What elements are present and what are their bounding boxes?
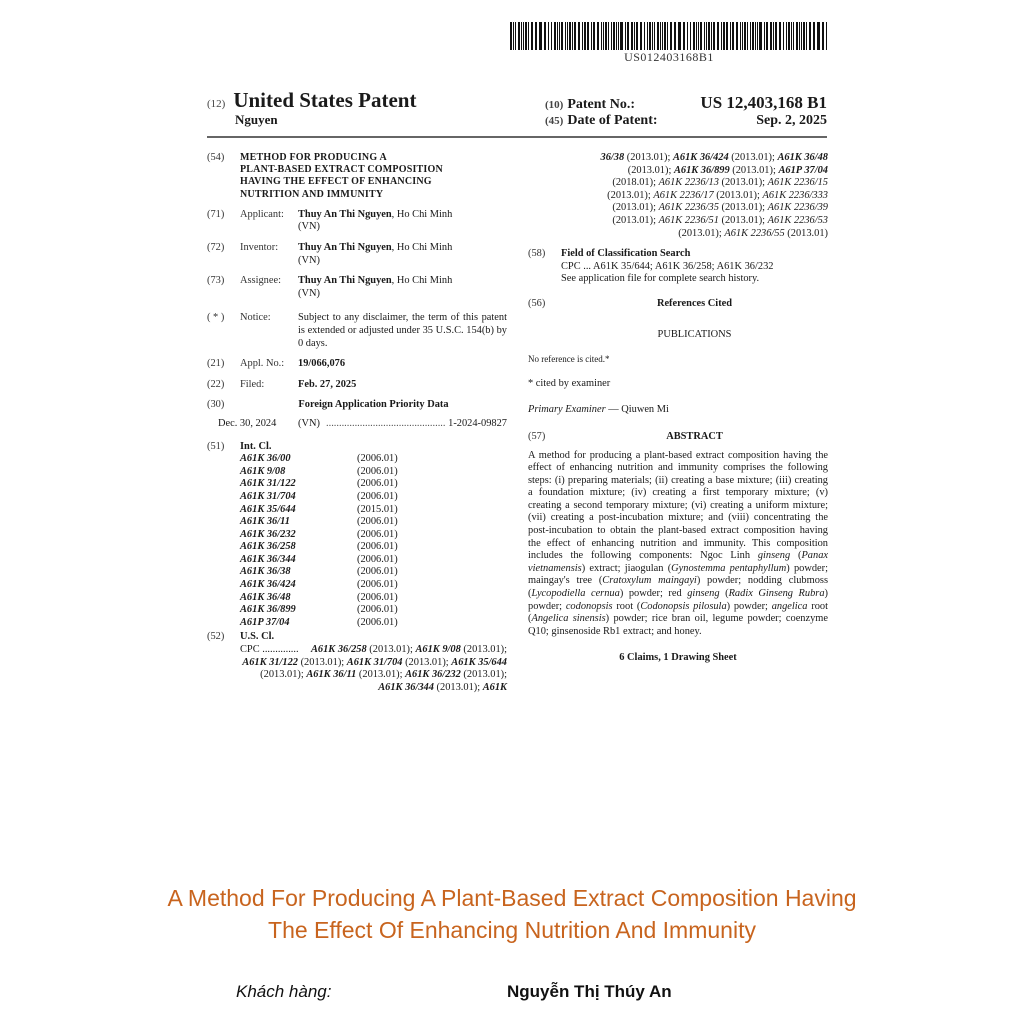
- abstract-fragment: ginseng: [687, 588, 720, 600]
- section-priority: [207, 399, 507, 412]
- cpc-code: A61K 36/424: [672, 152, 729, 163]
- priority-number: 1-2024-09827: [448, 417, 507, 429]
- title-line: HAVING THE EFFECT OF ENHANCING: [240, 176, 432, 188]
- cpc-code: A61K 36/48: [777, 152, 828, 163]
- abstract-fragment: ) powder; nodding clubmoss (: [528, 575, 828, 600]
- classification-version: (2006.01): [357, 453, 398, 465]
- cpc-version: (2013.01);: [729, 164, 779, 176]
- cpc-version: (2013.01);: [718, 177, 768, 189]
- application-number: 19/066,076: [298, 358, 346, 370]
- classification-code: A61K 31/704: [240, 490, 296, 502]
- classification-version: (2015.01): [357, 503, 398, 515]
- section-applicant: [207, 209, 507, 234]
- cpc-version: (2013.01);: [612, 202, 659, 214]
- section-assignee: [207, 275, 507, 300]
- cpc-code: A61K 2236/53: [767, 214, 828, 226]
- section-number: (56): [528, 297, 546, 309]
- int-cl-row: [207, 478, 507, 491]
- classification-code: A61K 36/48: [240, 591, 291, 603]
- cpc-version: (2013.01);: [356, 669, 406, 681]
- document-caption: [100, 882, 924, 946]
- int-cl-row: [207, 541, 507, 554]
- section-number: (72): [207, 242, 225, 253]
- cpc-version: (2013.01);: [298, 656, 347, 668]
- field-search-cpc: CPC ... A61K 35/644; A61K 36/258; A61K 36/232: [561, 260, 774, 272]
- cpc-version: (2013.01): [784, 227, 828, 239]
- abstract-fragment: Radix Ginseng Rubra: [728, 588, 825, 600]
- cpc-code: A61P 37/04: [778, 164, 828, 176]
- section-appl-no: [207, 358, 507, 371]
- abstract-components: [528, 550, 828, 637]
- us-cl-continued: [528, 152, 828, 240]
- int-cl-row: [207, 554, 507, 567]
- patent-header-meta: [545, 93, 827, 133]
- priority-date: Dec. 30, 2024: [218, 417, 277, 429]
- classification-code: A61K 9/08: [240, 465, 286, 477]
- examiner-name: Qiuwen Mi: [621, 404, 669, 416]
- cpc-version: (2013.01);: [460, 669, 507, 681]
- barcode-number: US012403168B1: [624, 50, 714, 64]
- section-number: (54): [207, 152, 225, 163]
- cpc-version: (2013.01);: [718, 202, 768, 214]
- classification-code: A61P 37/04: [240, 616, 290, 628]
- classification-version: (2006.01): [357, 604, 398, 616]
- field-search-heading: Field of Classification Search: [561, 248, 691, 260]
- abstract-paragraph: A method for producing a plant-based extract composition having the effect of enhancing nutrition and immunity comprises the following steps: (i) preparing materials; (ii) creating a base mixture; (iii) creating a foundation mixture; (iv) creating a first temporary mixture; (v) creating a second temporary mixture; (vi) creating a uniform mixture; (vii) creating a post-incubation mixture; and (viii) concentrating the post-incubation to obtain the plant-based extract composition having the effect of enhancing nutrition and immunity. This composition includes the following components: Ngoc Linh: [528, 449, 828, 562]
- cpc-version: (2013.01);: [612, 214, 659, 226]
- classification-version: (2006.01): [357, 591, 398, 603]
- section-number: (21): [207, 358, 225, 370]
- field-label: Notice:: [240, 312, 271, 324]
- classification-code: A61K 36/344: [240, 553, 296, 565]
- cpc-code: A61K 36/11: [306, 669, 357, 681]
- cpc-version: (2013.01);: [718, 214, 768, 226]
- cpc-code: A61K 35/644: [451, 656, 507, 668]
- assignee-country: (VN): [298, 287, 320, 299]
- abstract-fragment: Codonopsis pilosula: [640, 600, 727, 612]
- client-label: Khách hàng:: [236, 982, 332, 1001]
- cpc-code: A61K 36/258: [310, 644, 367, 656]
- section-number: ( * ): [207, 312, 225, 324]
- classification-code: A61K 36/38: [240, 566, 291, 578]
- cpc-version: (2013.01);: [627, 164, 674, 176]
- classification-code: A61K 35/644: [240, 503, 296, 515]
- invention-title: [240, 152, 507, 201]
- abstract-fragment: Panax vietnamensis: [528, 550, 828, 574]
- field-search-note: See application file for complete search history.: [561, 273, 760, 285]
- int-cl-row: [207, 491, 507, 504]
- cpc-code: A61K 2236/55: [724, 227, 785, 239]
- field-label: Filed:: [240, 378, 265, 390]
- cpc-code: A61K 2236/39: [767, 202, 828, 214]
- notice-text: Subject to any disclaimer, the term of this patent is extended or adjusted under 35 U.S.C. 154(b) by 0 days.: [298, 312, 507, 349]
- classification-code: A61K 31/122: [240, 478, 296, 490]
- int-cl-row: [207, 604, 507, 617]
- abstract-heading: ABSTRACT: [666, 430, 723, 442]
- section-number: (30): [207, 399, 225, 411]
- kind-code-number: (12): [207, 98, 226, 110]
- classification-code: A61K 36/258: [240, 541, 296, 553]
- int-cl-row: [207, 592, 507, 605]
- classification-version: (2006.01): [357, 616, 398, 628]
- cpc-code: A61K 2236/333: [762, 189, 828, 201]
- references-heading: References Cited: [656, 297, 733, 309]
- classification-code: A61K 36/899: [240, 604, 296, 616]
- barcode: [510, 22, 828, 50]
- int-cl-row: [207, 504, 507, 517]
- header-divider: [207, 136, 827, 138]
- classification-version: (2006.01): [357, 528, 398, 540]
- title-line: NUTRITION AND IMMUNITY: [240, 188, 384, 200]
- examiner-label: Primary Examiner: [528, 404, 606, 416]
- claims-count: 6 Claims, 1 Drawing Sheet: [619, 652, 737, 664]
- publications-heading: PUBLICATIONS: [657, 328, 732, 340]
- classification-version: (2006.01): [357, 490, 398, 502]
- assignee-name: Thuy An Thi Nguyen: [298, 275, 392, 287]
- cpc-version: (2018.01);: [612, 177, 659, 189]
- classification-version: (2006.01): [357, 465, 398, 477]
- priority-country: (VN): [298, 417, 320, 429]
- int-cl-row: [207, 529, 507, 542]
- abstract-fragment: Gynostemma pentaphyllum: [671, 562, 787, 574]
- cpc-version: (2013.01);: [713, 189, 763, 201]
- int-cl-heading: Int. Cl.: [240, 440, 272, 452]
- classification-code: A61K 36/424: [240, 579, 296, 591]
- us-cl-cpc-list: [207, 644, 507, 694]
- date-code: (45): [545, 115, 564, 127]
- examiner-dash: —: [605, 404, 622, 416]
- abstract-fragment: Angelica sinensis: [531, 613, 606, 625]
- cpc-code: A61K 36/232: [405, 669, 461, 681]
- section-abstract: [528, 431, 828, 444]
- abstract-fragment: ) powder;: [726, 600, 772, 612]
- cpc-label: CPC ..............: [240, 644, 299, 656]
- int-cl-list: [207, 453, 507, 629]
- section-field-search: [528, 248, 828, 286]
- cpc-code: A61K 36/344: [378, 681, 434, 693]
- patent-type-title: United States Patent: [233, 88, 417, 112]
- cpc-code: A61K 2236/15: [767, 177, 828, 189]
- cpc-code: A61K 2236/13: [658, 177, 719, 189]
- cpc-version: (2013.01);: [366, 644, 416, 656]
- abstract-fragment: Cratoxylum maingayi: [602, 575, 697, 587]
- int-cl-row: [207, 579, 507, 592]
- field-label: Inventor:: [240, 242, 279, 253]
- section-number: (22): [207, 378, 225, 390]
- applicant-name: Thuy An Thi Nguyen: [298, 208, 392, 220]
- patent-no-label: Patent No.:: [567, 97, 635, 112]
- inventor-surname: Nguyen: [235, 112, 278, 127]
- cpc-code: A61K 31/704: [346, 656, 403, 668]
- cpc-version: (2013.01);: [607, 189, 654, 201]
- abstract-fragment: (: [719, 588, 729, 600]
- no-reference-text: No reference is cited.*: [528, 354, 610, 365]
- cpc-version: (2013.01);: [624, 152, 673, 163]
- int-cl-row: [207, 617, 507, 630]
- classification-version: (2006.01): [357, 566, 398, 578]
- classification-version: (2006.01): [357, 478, 398, 490]
- priority-row: [207, 418, 507, 431]
- section-number: (71): [207, 208, 225, 220]
- cpc-code: A61K 31/122: [242, 656, 298, 668]
- abstract-fragment: Lycopodiella cernua: [531, 588, 620, 600]
- section-number: (52): [207, 631, 225, 643]
- section-number: (57): [528, 430, 546, 442]
- client-name: Nguyễn Thị Thúy An: [507, 982, 672, 1001]
- cited-by-examiner-note: * cited by examiner: [528, 377, 611, 389]
- title-line: METHOD FOR PRODUCING A: [240, 152, 387, 163]
- abstract-fragment: ginseng: [757, 550, 791, 562]
- section-title: [207, 152, 507, 201]
- classification-version: (2006.01): [357, 579, 398, 591]
- field-label: Applicant:: [240, 208, 284, 220]
- classification-version: (2006.01): [357, 541, 398, 553]
- abstract-fragment: codonopsis: [565, 600, 613, 612]
- cpc-version: (2013.01);: [402, 656, 452, 668]
- inventor-location: , Ho Chi Minh: [391, 242, 453, 253]
- patent-number-row: [545, 93, 827, 113]
- cpc-version: (2013.01);: [678, 227, 725, 239]
- abstract-fragment: ) powder; red: [619, 588, 688, 600]
- patent-header-title: [207, 88, 416, 113]
- cpc-code: A61K 2236/17: [653, 189, 714, 201]
- cpc-version: (2013.01);: [433, 681, 483, 693]
- abstract-fragment: ) powder; rice bran oil, legume powder; coenzyme Q10; ginsenoside Rb1 extract; and honey.: [528, 613, 829, 637]
- classification-code: A61K 36/00: [240, 453, 291, 465]
- section-references: [528, 298, 828, 311]
- section-us-cl: [207, 631, 507, 644]
- abstract-fragment: root (: [612, 600, 641, 612]
- cpc-code: A61K: [482, 681, 507, 693]
- classification-version: (2006.01): [357, 553, 398, 565]
- title-line: PLANT-BASED EXTRACT COMPOSITION: [240, 164, 443, 176]
- date-value: Sep. 2, 2025: [756, 113, 827, 128]
- field-label: Assignee:: [240, 275, 281, 287]
- classification-code: A61K 36/11: [240, 516, 290, 528]
- cpc-code: 36/38: [600, 152, 625, 163]
- applicant-location: , Ho Chi Minh: [391, 208, 453, 220]
- right-column: [528, 152, 828, 665]
- section-int-cl: [207, 441, 507, 454]
- cpc-code: A61K 2236/51: [658, 214, 719, 226]
- abstract-fragment: ) extract; jiaogulan (: [581, 562, 672, 574]
- applicant-country: (VN): [298, 221, 320, 233]
- cpc-version: (2013.01);: [728, 152, 778, 163]
- section-inventor: [207, 242, 507, 267]
- abstract-fragment: ) powder; maingay's tree (: [528, 562, 828, 587]
- patent-no-value: US 12,403,168 B1: [700, 93, 827, 112]
- filed-date: Feb. 27, 2025: [298, 378, 357, 390]
- classification-version: (2006.01): [357, 516, 398, 528]
- primary-examiner: [528, 404, 828, 417]
- section-number: (58): [528, 248, 546, 260]
- dot-leader: ..............................................: [326, 417, 446, 429]
- inventor-country: (VN): [298, 254, 320, 266]
- section-number: (73): [207, 275, 225, 287]
- date-label: Date of Patent:: [567, 113, 658, 128]
- abstract-fragment: angelica: [771, 600, 808, 612]
- cpc-code: A61K 2236/35: [658, 202, 719, 214]
- cpc-code: A61K 9/08: [415, 644, 461, 656]
- us-cl-heading: U.S. Cl.: [240, 631, 275, 643]
- abstract-fragment: root (: [528, 600, 828, 625]
- int-cl-row: [207, 516, 507, 529]
- field-label: Appl. No.:: [240, 358, 285, 370]
- int-cl-row: [207, 453, 507, 466]
- cpc-version: (2013.01);: [460, 644, 507, 656]
- caption-line: A Method For Producing A Plant-Based Extract Composition Having: [167, 885, 857, 911]
- cpc-version: (2013.01);: [260, 669, 307, 681]
- caption-line: The Effect Of Enhancing Nutrition And Immunity: [268, 917, 756, 943]
- patent-date-row: [545, 113, 827, 133]
- section-notice: [207, 312, 507, 350]
- int-cl-row: [207, 566, 507, 579]
- left-column: [207, 152, 507, 694]
- section-filed: [207, 379, 507, 392]
- abstract-text: [528, 450, 828, 639]
- patent-no-code: (10): [545, 99, 564, 111]
- int-cl-row: [207, 466, 507, 479]
- inventor-name: Thuy An Thi Nguyen: [298, 242, 392, 253]
- priority-heading: Foreign Application Priority Data: [298, 399, 449, 411]
- section-number: (51): [207, 440, 225, 452]
- cpc-code: A61K 36/899: [673, 164, 730, 176]
- assignee-location: , Ho Chi Minh: [391, 275, 453, 287]
- classification-code: A61K 36/232: [240, 528, 296, 540]
- abstract-fragment: ) powder;: [528, 588, 828, 612]
- abstract-fragment: (: [790, 550, 802, 562]
